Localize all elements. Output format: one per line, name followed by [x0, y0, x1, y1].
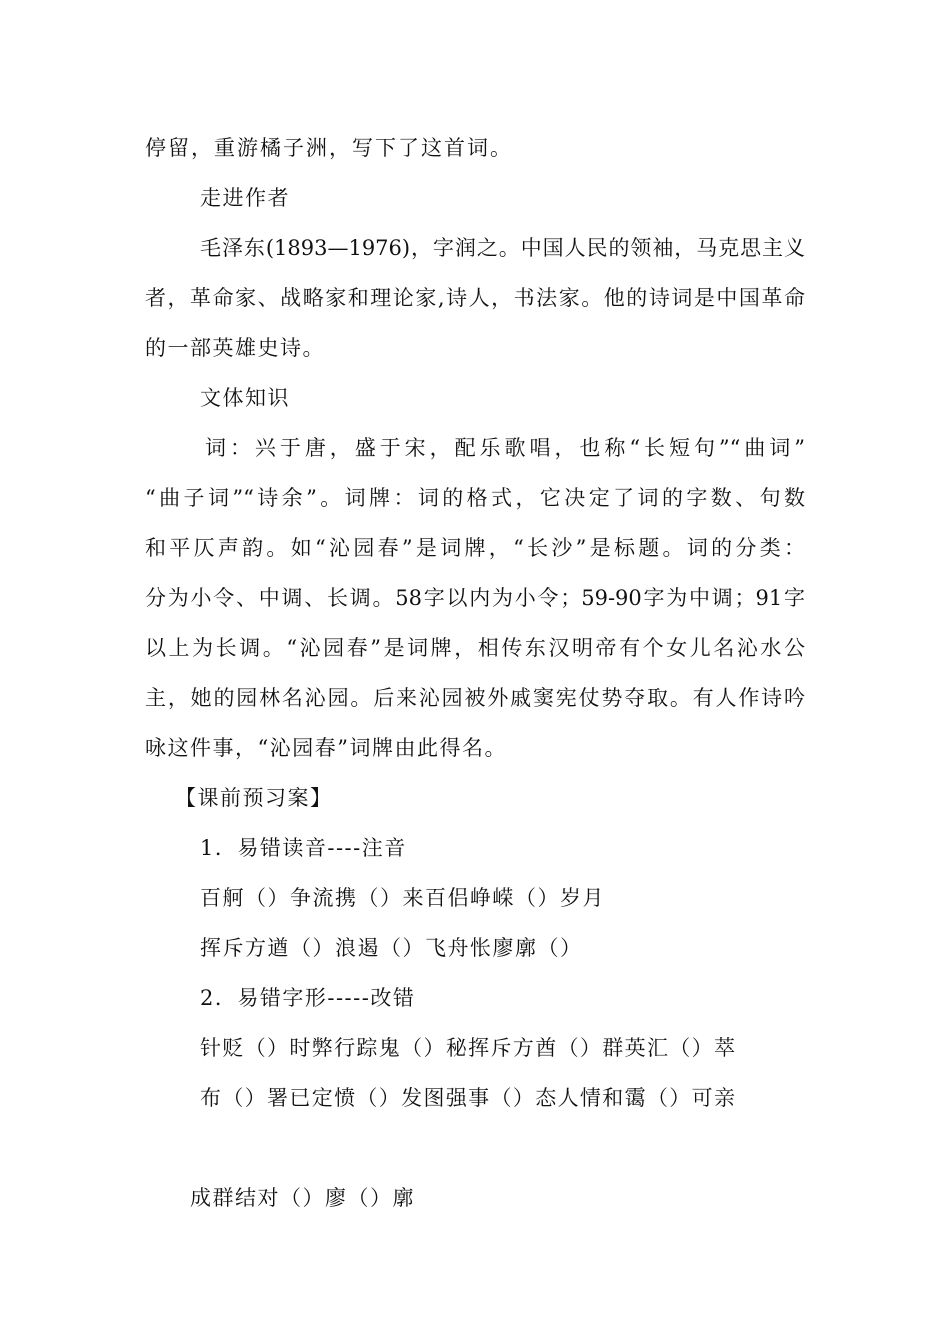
- text-line: “曲子词”“诗余”。词牌：词的格式，它决定了词的字数、句数: [145, 486, 805, 510]
- text-line: 的一部英雄史诗。: [145, 336, 325, 360]
- text-line: 停留，重游橘子洲，写下了这首词。: [145, 136, 513, 160]
- exercise-line: 成群结对（）廖（）廓: [190, 1186, 415, 1210]
- exercise-heading-characters: 2．易错字形-----改错: [200, 986, 416, 1010]
- section-heading-author: 走进作者: [200, 186, 290, 210]
- text-line: 以上为长调。“沁园春”是词牌，相传东汉明帝有个女儿名沁水公: [145, 636, 805, 660]
- text-line: 词：兴于唐，盛于宋，配乐歌唱，也称“长短句”“曲词”: [205, 436, 805, 460]
- exercise-heading-pronunciation: 1．易错读音----注音: [200, 836, 407, 860]
- text-line: 咏这件事，“沁园春”词牌由此得名。: [145, 736, 507, 760]
- exercise-line: 挥斥方遒（）浪遏（）飞舟怅廖廓（）: [200, 936, 583, 960]
- section-heading-preview: 【课前预习案】: [175, 786, 333, 810]
- text-line: 毛泽东(1893—1976)，字润之。中国人民的领袖，马克思主义: [200, 236, 805, 260]
- exercise-line: 百舸（）争流携（）来百侣峥嵘（）岁月: [200, 886, 605, 910]
- text-line: 分为小令、中调、长调。58字以内为小令；59-90字为中调；91字: [145, 586, 805, 610]
- exercise-line: 布（）署已定愤（）发图强事（）态人情和霭（）可亲: [200, 1086, 735, 1110]
- text-line: 主，她的园林名沁园。后来沁园被外戚窦宪仗势夺取。有人作诗吟: [145, 686, 805, 710]
- text-line: 者，革命家、战略家和理论家,诗人，书法家。他的诗词是中国革命: [145, 286, 805, 310]
- exercise-line: 针贬（）时弊行踪鬼（）秘挥斥方酋（）群英汇（）萃: [200, 1036, 735, 1060]
- section-heading-genre: 文体知识: [200, 386, 290, 410]
- text-line: 和平仄声韵。如“沁园春”是词牌，“长沙”是标题。词的分类：: [145, 536, 805, 560]
